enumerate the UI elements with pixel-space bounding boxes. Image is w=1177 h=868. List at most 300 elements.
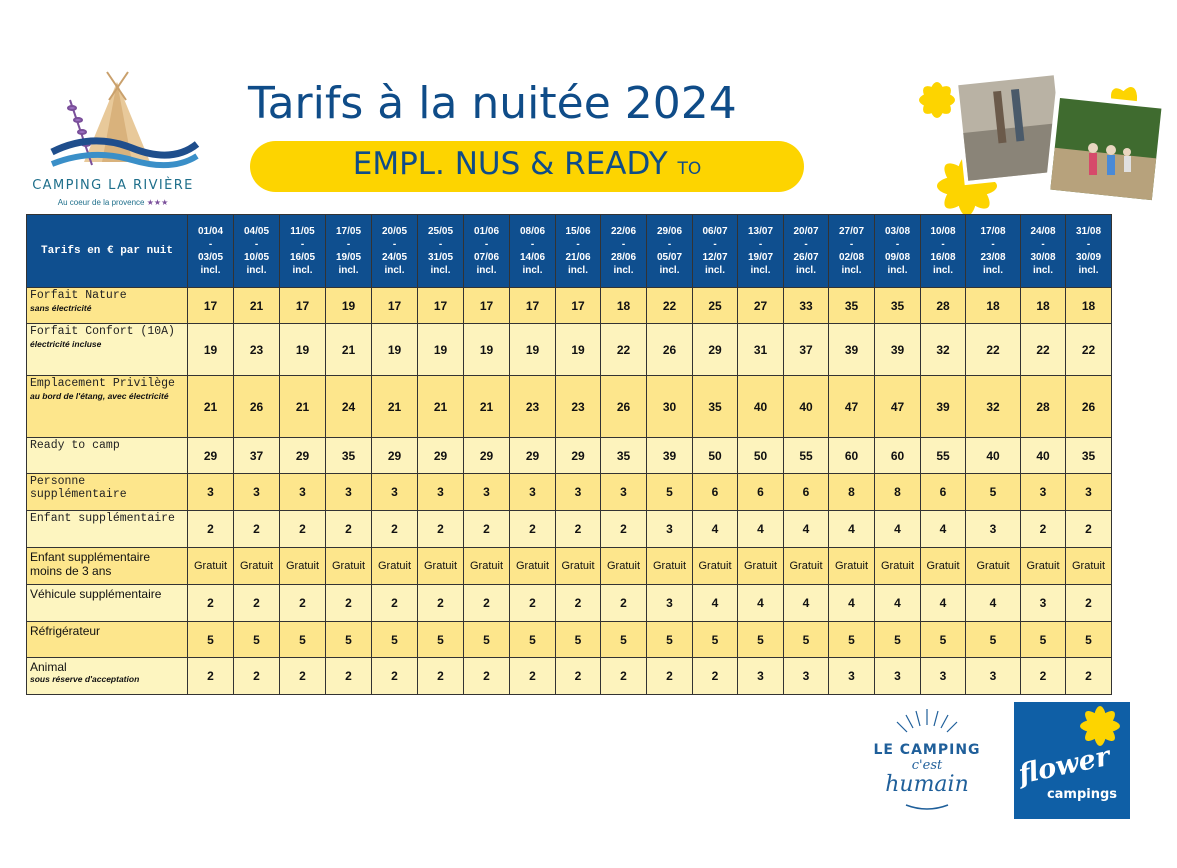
price-cell: 5 xyxy=(738,622,784,658)
humain-line2: c'est xyxy=(911,758,943,773)
period-from: 01/06 xyxy=(473,226,500,237)
period-incl: incl. xyxy=(795,265,816,276)
price-cell: Gratuit xyxy=(234,548,280,585)
period-dash: - xyxy=(484,239,489,250)
period-to: 21/06 xyxy=(565,252,591,263)
price-cell: 5 xyxy=(1021,622,1066,658)
period-from: 13/07 xyxy=(747,226,774,237)
period-to: 10/05 xyxy=(243,252,270,263)
period-from: 17/08 xyxy=(980,226,1006,237)
price-cell: Gratuit xyxy=(418,548,464,585)
price-cell: 5 xyxy=(372,622,418,658)
price-cell: 5 xyxy=(829,622,875,658)
price-cell: 4 xyxy=(921,511,966,548)
price-cell: 19 xyxy=(418,324,464,376)
price-cell: 22 xyxy=(647,288,693,324)
price-cell: Gratuit xyxy=(188,548,234,585)
price-cell: 2 xyxy=(1066,658,1112,695)
period-from: 27/07 xyxy=(838,226,865,237)
period-header xyxy=(418,215,464,288)
period-dash: - xyxy=(392,239,397,250)
price-cell: 2 xyxy=(372,658,418,695)
price-cell: 2 xyxy=(1021,511,1066,548)
period-header xyxy=(784,215,829,288)
price-cell: 60 xyxy=(875,438,921,474)
price-cell: 21 xyxy=(280,376,326,438)
row-label: Enfant supplémentaire xyxy=(30,512,175,525)
row-label-cell xyxy=(27,548,188,585)
price-cell: 22 xyxy=(966,324,1021,376)
price-cell: 40 xyxy=(784,376,829,438)
table-row xyxy=(27,474,1112,511)
period-header xyxy=(234,215,280,288)
price-cell: 60 xyxy=(829,438,875,474)
price-cell: 19 xyxy=(326,288,372,324)
price-cell: Gratuit xyxy=(601,548,647,585)
flower-campings-logo xyxy=(1014,702,1130,819)
price-cell: 2 xyxy=(464,585,510,622)
price-cell: 2 xyxy=(693,658,738,695)
price-cell: 2 xyxy=(556,658,601,695)
page-title: Tarifs à la nuitée 2024 xyxy=(248,78,737,129)
price-cell: 21 xyxy=(326,324,372,376)
price-cell: 5 xyxy=(464,622,510,658)
price-cell: 24 xyxy=(326,376,372,438)
price-cell: 17 xyxy=(510,288,556,324)
period-dash: - xyxy=(300,239,305,250)
price-cell: 18 xyxy=(1066,288,1112,324)
price-cell: 2 xyxy=(1021,658,1066,695)
price-cell: 4 xyxy=(693,511,738,548)
row-label-cell xyxy=(27,585,188,622)
price-cell: 6 xyxy=(921,474,966,511)
period-to: 24/05 xyxy=(381,252,408,263)
price-cell: 50 xyxy=(738,438,784,474)
period-header xyxy=(510,215,556,288)
period-header xyxy=(966,215,1021,288)
price-cell: 19 xyxy=(556,324,601,376)
price-cell: 25 xyxy=(693,288,738,324)
price-cell: 3 xyxy=(280,474,326,511)
price-cell: 4 xyxy=(693,585,738,622)
period-dash: - xyxy=(895,239,900,250)
price-cell: 4 xyxy=(921,585,966,622)
period-dash: - xyxy=(849,239,854,250)
period-header xyxy=(921,215,966,288)
price-cell: 5 xyxy=(966,474,1021,511)
row-label-cell xyxy=(27,658,188,695)
price-cell: 2 xyxy=(280,511,326,548)
price-cell: 40 xyxy=(738,376,784,438)
price-cell: 30 xyxy=(647,376,693,438)
period-from: 06/07 xyxy=(702,226,728,237)
price-cell: 2 xyxy=(188,511,234,548)
period-from: 17/05 xyxy=(335,226,362,237)
table-row xyxy=(27,376,1112,438)
period-incl: incl. xyxy=(982,265,1003,276)
price-cell: 5 xyxy=(188,622,234,658)
price-cell: 47 xyxy=(829,376,875,438)
price-cell: 35 xyxy=(601,438,647,474)
price-cell: Gratuit xyxy=(738,548,784,585)
price-cell: 18 xyxy=(1021,288,1066,324)
price-cell: 3 xyxy=(875,658,921,695)
price-cell: 3 xyxy=(556,474,601,511)
period-from: 29/06 xyxy=(656,226,683,237)
period-from: 10/08 xyxy=(930,226,956,237)
price-cell: 26 xyxy=(601,376,647,438)
period-from: 11/05 xyxy=(290,226,315,237)
price-cell: 3 xyxy=(784,658,829,695)
period-incl: incl. xyxy=(338,265,359,276)
price-cell: 2 xyxy=(280,585,326,622)
price-cell: 31 xyxy=(738,324,784,376)
price-cell: 29 xyxy=(280,438,326,474)
price-cell: 40 xyxy=(966,438,1021,474)
period-incl: incl. xyxy=(613,265,634,276)
price-cell: 21 xyxy=(188,376,234,438)
price-cell: 3 xyxy=(601,474,647,511)
price-cell: Gratuit xyxy=(875,548,921,585)
table-row xyxy=(27,288,1112,324)
price-cell: 29 xyxy=(510,438,556,474)
period-to: 05/07 xyxy=(656,252,683,263)
period-to: 30/09 xyxy=(1075,252,1102,263)
price-cell: 2 xyxy=(601,585,647,622)
price-cell: 2 xyxy=(234,585,280,622)
price-cell: 17 xyxy=(464,288,510,324)
humain-line3: humain xyxy=(885,772,969,797)
price-cell: 23 xyxy=(510,376,556,438)
period-from: 04/05 xyxy=(243,226,270,237)
price-cell: 4 xyxy=(738,585,784,622)
price-cell: 5 xyxy=(647,622,693,658)
price-cell: 29 xyxy=(693,324,738,376)
row-label: Emplacement Privilège xyxy=(30,377,175,390)
period-to: 31/05 xyxy=(427,252,454,263)
period-header xyxy=(1021,215,1066,288)
price-cell: 2 xyxy=(234,511,280,548)
price-cell: 3 xyxy=(418,474,464,511)
price-cell: Gratuit xyxy=(693,548,738,585)
price-cell: 5 xyxy=(234,622,280,658)
period-from: 25/05 xyxy=(427,226,454,237)
period-incl: incl. xyxy=(567,265,588,276)
price-cell: 19 xyxy=(280,324,326,376)
row-label: Réfrigérateur xyxy=(30,624,101,638)
row-sublabel: électricité incluse xyxy=(30,338,102,349)
row-label-cell xyxy=(27,511,188,548)
price-cell: 8 xyxy=(829,474,875,511)
price-cell: 2 xyxy=(326,511,372,548)
price-cell: 8 xyxy=(875,474,921,511)
period-to: 30/08 xyxy=(1030,252,1056,263)
price-cell: 4 xyxy=(738,511,784,548)
period-dash: - xyxy=(941,239,945,250)
period-incl: incl. xyxy=(522,265,543,276)
logo-tagline xyxy=(22,198,204,207)
price-cell: 5 xyxy=(1066,622,1112,658)
price-cell: 28 xyxy=(921,288,966,324)
period-dash: - xyxy=(991,239,995,250)
period-dash: - xyxy=(576,239,580,250)
period-dash: - xyxy=(346,239,351,250)
period-header xyxy=(647,215,693,288)
price-cell: 27 xyxy=(738,288,784,324)
price-cell: Gratuit xyxy=(326,548,372,585)
price-cell: 26 xyxy=(234,376,280,438)
price-cell: 47 xyxy=(875,376,921,438)
price-cell: 2 xyxy=(188,585,234,622)
price-cell: Gratuit xyxy=(464,548,510,585)
price-cell: 35 xyxy=(1066,438,1112,474)
price-cell: 29 xyxy=(188,438,234,474)
price-cell: 3 xyxy=(966,511,1021,548)
period-header xyxy=(464,215,510,288)
period-header xyxy=(601,215,647,288)
row-sublabel: sous réserve d'acceptation xyxy=(30,674,140,684)
price-cell: 2 xyxy=(510,585,556,622)
price-cell: 3 xyxy=(738,658,784,695)
price-cell: 26 xyxy=(647,324,693,376)
period-to: 03/05 xyxy=(197,252,224,263)
price-cell: 21 xyxy=(234,288,280,324)
price-cell: 18 xyxy=(601,288,647,324)
price-cell: 3 xyxy=(647,585,693,622)
period-dash: - xyxy=(804,239,808,250)
period-dash: - xyxy=(621,239,626,250)
period-incl: incl. xyxy=(750,265,771,276)
price-cell: Gratuit xyxy=(556,548,601,585)
subtitle-banner-text xyxy=(250,146,804,182)
price-cell: 2 xyxy=(418,585,464,622)
price-cell: 5 xyxy=(966,622,1021,658)
period-dash: - xyxy=(530,239,535,250)
row-label-cell xyxy=(27,376,188,438)
row-label: Animal xyxy=(30,660,67,674)
period-incl: incl. xyxy=(200,265,221,276)
price-cell: 39 xyxy=(875,324,921,376)
table-row xyxy=(27,658,1112,695)
price-cell: 2 xyxy=(234,658,280,695)
period-incl: incl. xyxy=(476,265,497,276)
price-cell: Gratuit xyxy=(1021,548,1066,585)
price-cell: 2 xyxy=(510,658,556,695)
logo-name: CAMPING LA RIVIÈRE xyxy=(32,178,194,193)
period-to: 07/06 xyxy=(473,252,500,263)
row-label: Forfait Confort (10A) xyxy=(30,325,175,338)
price-cell: 4 xyxy=(784,511,829,548)
price-cell: 33 xyxy=(784,288,829,324)
period-incl: incl. xyxy=(246,265,267,276)
price-cell: Gratuit xyxy=(280,548,326,585)
price-cell: 18 xyxy=(966,288,1021,324)
row-label: Ready to camp xyxy=(30,439,120,452)
price-cell: 21 xyxy=(464,376,510,438)
price-cell: 26 xyxy=(1066,376,1112,438)
period-from: 20/05 xyxy=(381,226,408,237)
price-cell: 2 xyxy=(372,511,418,548)
price-cell: 3 xyxy=(326,474,372,511)
period-from: 03/08 xyxy=(884,226,911,237)
corner-header: Tarifs en € par nuit xyxy=(27,215,188,288)
price-cell: 3 xyxy=(510,474,556,511)
price-cell: Gratuit xyxy=(510,548,556,585)
price-cell: 19 xyxy=(372,324,418,376)
period-header xyxy=(372,215,418,288)
price-cell: 4 xyxy=(829,511,875,548)
price-cell: 23 xyxy=(556,376,601,438)
price-cell: 29 xyxy=(556,438,601,474)
period-incl: incl. xyxy=(292,265,313,276)
period-incl: incl. xyxy=(1078,265,1099,276)
price-cell: 50 xyxy=(693,438,738,474)
price-cell: 4 xyxy=(875,511,921,548)
period-incl: incl. xyxy=(704,265,725,276)
period-to: 19/07 xyxy=(747,252,774,263)
flower-campings-mark-icon xyxy=(1014,702,1130,819)
price-cell: 6 xyxy=(738,474,784,511)
period-header xyxy=(556,215,601,288)
period-to: 28/06 xyxy=(610,252,637,263)
period-to: 16/08 xyxy=(930,252,956,263)
row-label-cell xyxy=(27,288,188,324)
price-cell: 17 xyxy=(188,288,234,324)
price-cell: 4 xyxy=(875,585,921,622)
price-cell: Gratuit xyxy=(921,548,966,585)
price-cell: 2 xyxy=(1066,585,1112,622)
row-sublabel: au bord de l'étang, avec électricité xyxy=(30,390,169,401)
period-from: 01/04 xyxy=(197,226,224,237)
period-from: 20/07 xyxy=(793,226,819,237)
period-dash: - xyxy=(758,239,763,250)
price-cell: 22 xyxy=(1021,324,1066,376)
period-header xyxy=(188,215,234,288)
price-cell: 29 xyxy=(372,438,418,474)
period-to: 12/07 xyxy=(702,252,728,263)
logo-tagline-text: Au coeur de la provence xyxy=(57,198,145,207)
table-row xyxy=(27,438,1112,474)
flower-sub: campings xyxy=(1046,787,1118,802)
row-label-cell xyxy=(27,324,188,376)
period-dash: - xyxy=(1041,239,1045,250)
period-header xyxy=(326,215,372,288)
price-cell: 5 xyxy=(875,622,921,658)
price-cell: 39 xyxy=(647,438,693,474)
period-from: 08/06 xyxy=(519,226,546,237)
row-label: Personne supplémentaire xyxy=(30,475,127,501)
price-cell: 5 xyxy=(921,622,966,658)
price-cell: 3 xyxy=(188,474,234,511)
period-incl: incl. xyxy=(384,265,405,276)
row-label: Enfant supplémentaire moins de 3 ans xyxy=(30,550,151,578)
price-cell: 29 xyxy=(464,438,510,474)
price-cell: 2 xyxy=(601,658,647,695)
price-cell: 3 xyxy=(1021,585,1066,622)
price-cell: 3 xyxy=(829,658,875,695)
price-cell: 5 xyxy=(647,474,693,511)
price-cell: 3 xyxy=(234,474,280,511)
price-cell: 37 xyxy=(234,438,280,474)
period-dash: - xyxy=(254,239,259,250)
price-cell: 32 xyxy=(921,324,966,376)
price-cell: 2 xyxy=(556,585,601,622)
price-cell: 5 xyxy=(601,622,647,658)
price-cell: Gratuit xyxy=(1066,548,1112,585)
price-cell: 17 xyxy=(556,288,601,324)
le-camping-cest-humain-logo xyxy=(868,705,986,817)
flower-word: flower xyxy=(1015,740,1113,791)
price-cell: 3 xyxy=(921,658,966,695)
price-cell: 19 xyxy=(510,324,556,376)
period-from: 15/06 xyxy=(565,226,591,237)
price-cell: 3 xyxy=(1066,474,1112,511)
price-cell: 5 xyxy=(326,622,372,658)
price-cell: 55 xyxy=(921,438,966,474)
period-header xyxy=(829,215,875,288)
period-to: 16/05 xyxy=(289,252,316,263)
price-cell: Gratuit xyxy=(829,548,875,585)
price-cell: 2 xyxy=(418,658,464,695)
price-cell: 21 xyxy=(418,376,464,438)
price-cell: Gratuit xyxy=(966,548,1021,585)
price-cell: 5 xyxy=(693,622,738,658)
price-cell: 21 xyxy=(372,376,418,438)
table-row xyxy=(27,548,1112,585)
price-cell: 22 xyxy=(1066,324,1112,376)
price-cell: 5 xyxy=(784,622,829,658)
period-to: 14/06 xyxy=(519,252,546,263)
price-cell: 28 xyxy=(1021,376,1066,438)
price-cell: 35 xyxy=(693,376,738,438)
price-cell: 2 xyxy=(418,511,464,548)
price-cell: 37 xyxy=(784,324,829,376)
price-cell: 3 xyxy=(372,474,418,511)
period-incl: incl. xyxy=(841,265,862,276)
price-cell: 55 xyxy=(784,438,829,474)
price-cell: 5 xyxy=(418,622,464,658)
price-cell: 3 xyxy=(464,474,510,511)
row-sublabel: sans électricité xyxy=(30,302,92,313)
table-row xyxy=(27,511,1112,548)
period-dash: - xyxy=(1086,239,1091,250)
price-cell: 40 xyxy=(1021,438,1066,474)
period-from: 22/06 xyxy=(610,226,637,237)
table-row xyxy=(27,324,1112,376)
price-cell: 4 xyxy=(966,585,1021,622)
price-cell: 5 xyxy=(556,622,601,658)
price-table xyxy=(26,214,1108,695)
price-cell: 17 xyxy=(372,288,418,324)
price-cell: 2 xyxy=(601,511,647,548)
row-label-cell xyxy=(27,474,188,511)
period-to: 02/08 xyxy=(838,252,865,263)
period-to: 19/05 xyxy=(335,252,362,263)
humain-line1: LE CAMPING xyxy=(873,742,981,758)
price-cell: 32 xyxy=(966,376,1021,438)
price-cell: Gratuit xyxy=(372,548,418,585)
period-dash: - xyxy=(713,239,717,250)
period-header xyxy=(693,215,738,288)
price-cell: 39 xyxy=(829,324,875,376)
banner-small: TO xyxy=(677,159,702,179)
price-cell: 2 xyxy=(464,658,510,695)
table-body xyxy=(27,288,1112,695)
photo-family-forest-icon xyxy=(1045,93,1167,206)
price-cell: 3 xyxy=(647,511,693,548)
price-cell: 39 xyxy=(921,376,966,438)
price-cell: 22 xyxy=(601,324,647,376)
